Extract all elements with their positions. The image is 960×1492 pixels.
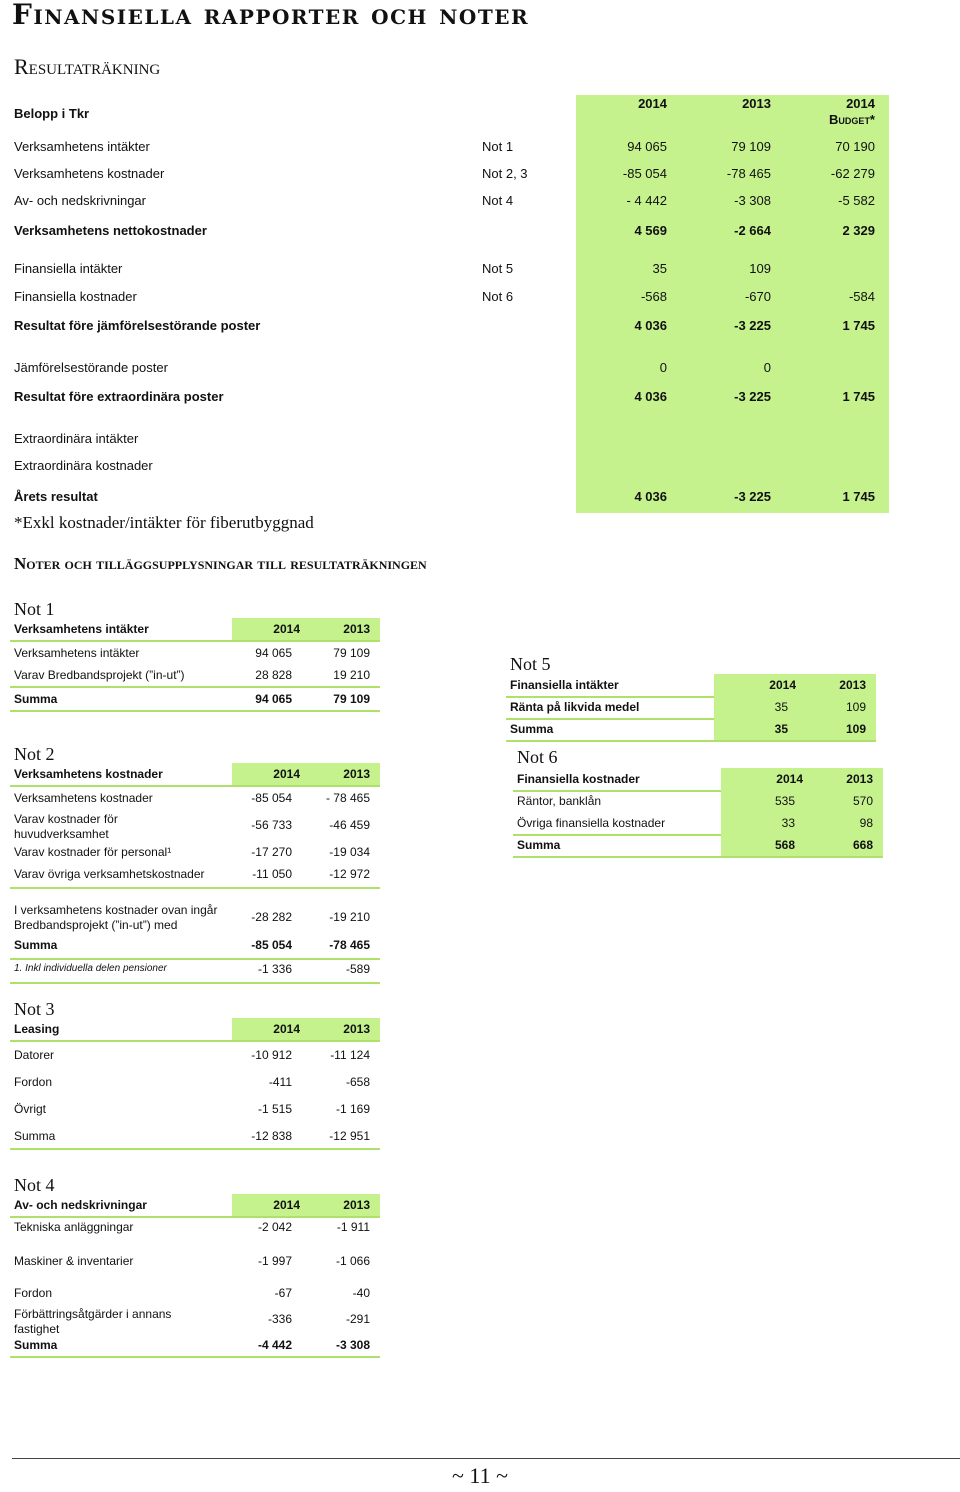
header-2013: 2013 [343, 1022, 370, 1036]
row-label: Resultat före jämförelsestörande poster [14, 318, 261, 333]
header-2013: 2013 [846, 772, 873, 786]
value-2014: 35 [774, 700, 788, 714]
row-label: Fordon [14, 1286, 53, 1300]
value-budget: 70 190 [835, 139, 875, 154]
col-budget-label: Budget* [829, 112, 875, 127]
row-label: I verksamhetens kostnader ovan ingår Bredbandsprojekt (”in-ut”) med [14, 903, 218, 932]
page-title: Finansiella rapporter och noter [12, 0, 530, 31]
row-label: Extraordinära kostnader [14, 458, 153, 473]
divider [513, 856, 883, 858]
value-2014: 28 828 [255, 668, 292, 682]
value-2013: -3 225 [734, 318, 771, 333]
row-label: Fordon [14, 1075, 53, 1089]
value-2014: 0 [659, 360, 667, 375]
col-2013: 2013 [742, 96, 771, 111]
income-header [14, 96, 890, 136]
note-2-table [10, 763, 380, 980]
value-2014: -56 733 [251, 818, 292, 832]
header-2013: 2013 [343, 622, 370, 636]
table-row [10, 664, 380, 686]
table-row [10, 841, 380, 863]
value-2014: -85 054 [251, 791, 292, 805]
row-label: Tekniska anläggningar [14, 1220, 134, 1234]
header-2014: 2014 [273, 1198, 300, 1212]
value-2013: -1 169 [335, 1102, 370, 1116]
header-2014: 2014 [273, 1022, 300, 1036]
divider [10, 710, 380, 712]
table-row [513, 812, 883, 834]
value-budget: 2 329 [842, 223, 875, 238]
value-2013: -2 664 [734, 223, 771, 238]
value-2014: - 4 442 [626, 193, 667, 208]
budget-footnote: *Exkl kostnader/intäkter för fiberutbyggnad [14, 513, 314, 532]
header-2013: 2013 [343, 767, 370, 781]
value-2014: -12 838 [251, 1129, 292, 1143]
value-budget: -62 279 [830, 166, 875, 181]
table-row [10, 1282, 380, 1304]
row-label: Datorer [14, 1048, 55, 1062]
row-label: Summa [510, 722, 554, 736]
header-label: Av- och nedskrivningar [14, 1198, 147, 1212]
value-budget: -5 582 [838, 193, 875, 208]
row-label: Summa [14, 692, 58, 706]
row-label: Varav Bredbandsprojekt (”in-ut”) [14, 668, 185, 682]
table-header [10, 1194, 380, 1216]
table-header [10, 618, 380, 640]
value-2014: -1 997 [257, 1254, 292, 1268]
value-2013: - 78 465 [325, 791, 370, 805]
value-2013: 0 [763, 360, 771, 375]
note-3-table [10, 1018, 380, 1150]
table-header [513, 768, 883, 790]
row-label: Varav kostnader för personal¹ [14, 845, 172, 859]
header-label: Finansiella kostnader [517, 772, 640, 786]
table-row [10, 1216, 380, 1238]
value-2013: -589 [345, 962, 370, 976]
divider [10, 982, 380, 984]
table-row-sum [10, 1334, 380, 1356]
value-2013: -1 066 [335, 1254, 370, 1268]
row-label: Verksamhetens intäkter [14, 139, 150, 154]
section-subtitle: Resultaträkning [14, 54, 161, 79]
row-label: Förbättringsåtgärder i annans fastighet [14, 1307, 172, 1336]
value-budget: 1 745 [842, 489, 875, 504]
note-6-title: Not 6 [517, 747, 558, 767]
income-row [14, 355, 890, 381]
value-2013: -291 [345, 1312, 370, 1326]
value-2014: -11 050 [252, 867, 292, 881]
value-2014: -1 336 [257, 962, 292, 976]
row-label: Finansiella intäkter [14, 261, 123, 276]
value-2014: -1 515 [257, 1102, 292, 1116]
header-label: Verksamhetens kostnader [14, 767, 163, 781]
value-2014: -85 054 [622, 166, 667, 181]
value-2013: -12 951 [329, 1129, 370, 1143]
table-row [10, 1250, 380, 1272]
row-note-ref: Not 4 [482, 193, 514, 208]
header-2014: 2014 [273, 767, 300, 781]
header-label: Finansiella intäkter [510, 678, 619, 692]
header-2014: 2014 [273, 622, 300, 636]
table-header [10, 1018, 380, 1040]
value-2014: 568 [774, 838, 795, 852]
value-2013: -19 210 [329, 910, 370, 924]
table-row [10, 863, 380, 885]
value-2014: -10 912 [251, 1048, 292, 1062]
value-2013: -3 225 [734, 489, 771, 504]
row-label: Summa [14, 1338, 58, 1352]
row-label: Resultat före extraordinära poster [14, 389, 224, 404]
row-label: Extraordinära intäkter [14, 431, 139, 446]
value-2013: 79 109 [333, 646, 370, 660]
footer-rule [12, 1458, 960, 1459]
row-label: Summa [14, 938, 58, 952]
value-2013: 79 109 [731, 139, 771, 154]
header-2013: 2013 [343, 1198, 370, 1212]
row-note-ref: Not 6 [482, 289, 514, 304]
value-2014: 94 065 [255, 646, 292, 660]
value-2013: -78 465 [329, 938, 370, 952]
row-label: Verksamhetens intäkter [14, 646, 140, 660]
notes-heading: Noter och tilläggsupplysningar till resultaträkningen [14, 554, 427, 573]
row-label: Maskiner & inventarier [14, 1254, 134, 1268]
income-row [14, 134, 890, 160]
row-label: Summa [517, 838, 561, 852]
row-label: 1. Inkl individuella delen pensioner [14, 963, 167, 974]
income-row-subtotal [14, 313, 890, 339]
value-2014: 94 065 [255, 692, 292, 706]
income-row-total [14, 484, 890, 510]
value-2014: 4 036 [634, 318, 667, 333]
value-2013: 98 [859, 816, 873, 830]
divider [10, 887, 380, 889]
value-2013: 109 [845, 722, 866, 736]
header-2014: 2014 [776, 772, 803, 786]
table-row [10, 1069, 380, 1096]
row-label: Verksamhetens kostnader [14, 791, 153, 805]
income-row-subtotal [14, 218, 890, 244]
row-label: Varav övriga verksamhetskostnader [14, 867, 205, 881]
col-2014: 2014 [638, 96, 667, 111]
value-budget: 1 745 [842, 389, 875, 404]
table-row [10, 1096, 380, 1123]
table-row [10, 1304, 380, 1334]
value-budget: -584 [848, 289, 875, 304]
row-note-ref: Not 1 [482, 139, 514, 154]
table-row [10, 900, 380, 934]
income-row [14, 284, 890, 310]
row-label: Av- och nedskrivningar [14, 193, 146, 208]
note-1-title: Not 1 [14, 599, 55, 619]
table-row [10, 1042, 380, 1069]
value-2013: -658 [345, 1075, 370, 1089]
row-label: Finansiella kostnader [14, 289, 137, 304]
value-2014: 535 [774, 794, 795, 808]
value-2013: -40 [352, 1286, 370, 1300]
table-row-sum [10, 934, 380, 956]
divider [506, 740, 876, 742]
table-row [10, 809, 380, 841]
table-row-sum [506, 718, 876, 740]
value-2014: -336 [267, 1312, 292, 1326]
row-label: Räntor, banklån [517, 794, 602, 808]
value-2014: -67 [274, 1286, 292, 1300]
note-4-title: Not 4 [14, 1175, 55, 1195]
table-row [10, 642, 380, 664]
value-2014: -17 270 [251, 845, 292, 859]
value-2014: 94 065 [627, 139, 667, 154]
note-3-title: Not 3 [14, 999, 55, 1019]
row-label: Jämförelsestörande poster [14, 360, 168, 375]
col-budget-year: 2014 [846, 96, 875, 111]
note-5-title: Not 5 [510, 654, 551, 674]
table-row-sum [10, 1123, 380, 1150]
row-label: Årets resultat [14, 489, 98, 504]
divider [10, 1148, 380, 1150]
table-row-sum [10, 688, 380, 710]
table-row [10, 787, 380, 809]
income-row [14, 161, 890, 187]
table-row-sum [513, 834, 883, 856]
value-2013: -3 308 [734, 193, 771, 208]
value-2013: -11 124 [330, 1048, 370, 1062]
header-2013: 2013 [839, 678, 866, 692]
value-2014: 4 569 [634, 223, 667, 238]
row-label: Övriga finansiella kostnader [517, 816, 666, 830]
value-2014: -4 442 [257, 1338, 292, 1352]
header-label: Verksamhetens intäkter [14, 622, 149, 636]
value-2014: 33 [781, 816, 795, 830]
row-note-ref: Not 2, 3 [482, 166, 528, 181]
income-row-subtotal [14, 384, 890, 410]
value-2014: 35 [774, 722, 788, 736]
value-2013: -3 225 [734, 389, 771, 404]
income-row [14, 256, 890, 282]
value-2014: 35 [652, 261, 667, 276]
divider [10, 1356, 380, 1358]
value-2014: -568 [640, 289, 667, 304]
income-row [14, 426, 890, 452]
value-2013: 79 109 [333, 692, 370, 706]
note-6-table [513, 768, 883, 856]
value-2014: -28 282 [251, 910, 292, 924]
value-2013: -12 972 [329, 867, 370, 881]
note-1-table [10, 618, 380, 710]
row-note-ref: Not 5 [482, 261, 514, 276]
value-2013: 109 [749, 261, 771, 276]
value-2013: -78 465 [726, 166, 771, 181]
income-row [14, 188, 890, 214]
header-2014: 2014 [769, 678, 796, 692]
value-2013: -19 034 [329, 845, 370, 859]
row-label: Övrigt [14, 1102, 47, 1116]
table-row [513, 790, 883, 812]
table-row-footnote [10, 958, 380, 980]
table-header [506, 674, 876, 696]
value-2013: -46 459 [329, 818, 370, 832]
amount-unit-label: Belopp i Tkr [14, 106, 90, 121]
table-header [10, 763, 380, 785]
header-label: Leasing [14, 1022, 60, 1036]
note-2-title: Not 2 [14, 744, 55, 764]
value-2014: -411 [268, 1075, 292, 1089]
value-2014: -2 042 [257, 1220, 292, 1234]
value-2013: -3 308 [335, 1338, 370, 1352]
value-2014: -85 054 [251, 938, 292, 952]
value-2013: 109 [845, 700, 866, 714]
value-2013: -670 [744, 289, 771, 304]
value-budget: 1 745 [842, 318, 875, 333]
value-2013: 19 210 [333, 668, 370, 682]
page-number: ~ 11 ~ [452, 1463, 508, 1488]
value-2013: 668 [852, 838, 873, 852]
row-label: Ränta på likvida medel [510, 700, 640, 714]
row-label: Summa [14, 1129, 56, 1143]
note-4-table [10, 1194, 380, 1356]
value-2014: 4 036 [634, 489, 667, 504]
row-label: Varav kostnader för huvudverksamhet [14, 812, 118, 841]
table-row [506, 696, 876, 718]
income-row [14, 453, 890, 479]
note-5-table [506, 674, 876, 740]
row-label: Verksamhetens nettokostnader [14, 223, 207, 238]
value-2013: 570 [852, 794, 873, 808]
row-label: Verksamhetens kostnader [14, 166, 165, 181]
value-2013: -1 911 [336, 1220, 370, 1234]
value-2014: 4 036 [634, 389, 667, 404]
